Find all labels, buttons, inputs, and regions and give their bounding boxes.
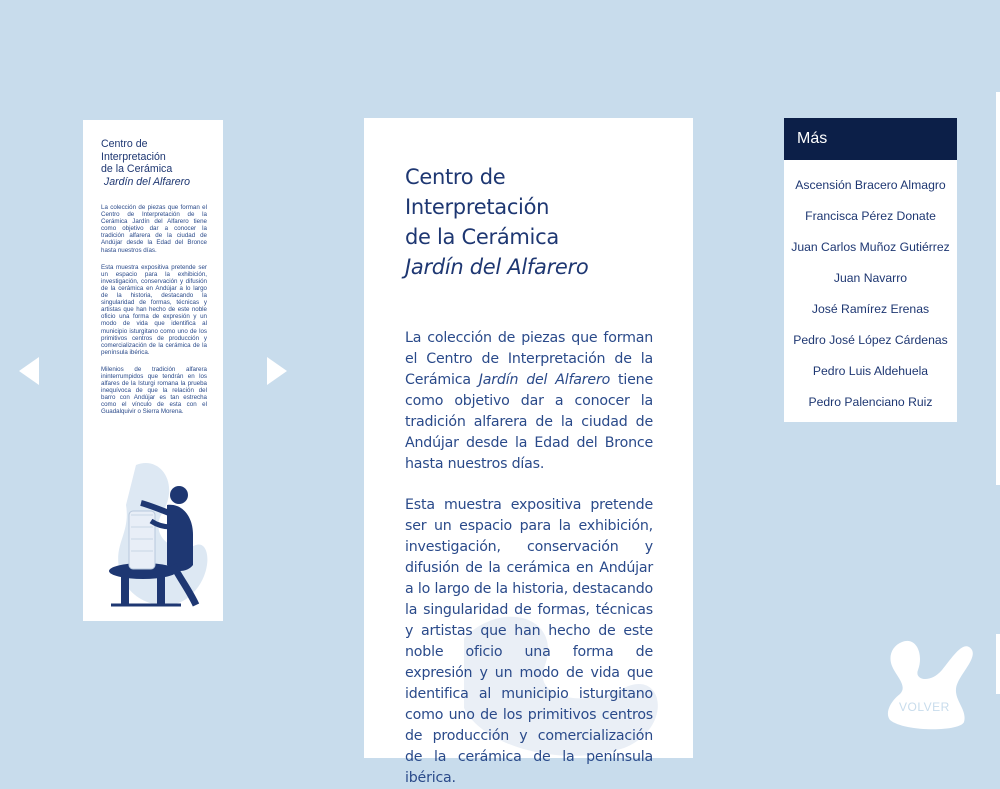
paragraph-text: tiene como objetivo dar a conocer la tradición alfarera de la ciudad de Andújar desde la Edad del Bronce hasta nuestros días.	[405, 372, 653, 472]
thumbnail-title-line2: de la Cerámica	[101, 163, 173, 175]
page-paragraph-2: Esta muestra expositiva pretende ser un espacio para la exhibición, investigación, conservación y difusión de la cerámica en Andújar a lo largo de la historia, destacando la singularidad de formas, técnicas y artistas que han hecho de este noble oficio una forma de expresión y un modo de vida que identifica al municipio isturgitano como uno de los primitivos centros de producción y comercialización de la cerámica de la península ibérica.	[405, 497, 653, 786]
more-list-item[interactable]: Pedro Palenciano Ruiz	[808, 395, 933, 409]
volver-label: VOLVER	[899, 700, 950, 714]
right-edge-strip	[996, 92, 1000, 485]
thumbnail-paragraph: La colección de piezas que forman el Centro de Interpretación de la Cerámica Jardín del Alfarero tiene como objetivo dar a conocer la tradición alfarera de la ciudad de Andújar desde la Edad del Bronce hasta nuestros días.	[101, 204, 207, 254]
page-title-line3: Jardín del Alfarero	[405, 255, 589, 279]
page-title-line1: Centro de Interpretación	[405, 165, 550, 219]
previous-page-arrow-icon[interactable]	[19, 357, 39, 385]
potter-illustration	[101, 455, 221, 615]
paragraph-italic-text: Jardín del Alfarero	[478, 372, 611, 388]
thumbnail-page[interactable]	[83, 120, 223, 621]
volver-logo-icon	[884, 636, 976, 732]
more-panel	[784, 118, 957, 422]
more-list	[784, 160, 957, 418]
right-edge-strip	[996, 634, 1000, 694]
more-list-item[interactable]: Juan Navarro	[833, 271, 908, 285]
page-title	[405, 162, 653, 282]
thumbnail-title-line3: Jardín del Alfarero	[103, 175, 191, 188]
thumbnail-title	[101, 138, 207, 188]
paragraph-text: La colección de piezas que forman el Centro de Interpretación de la Cerámica	[405, 330, 653, 388]
page-paragraph-1	[405, 328, 653, 475]
more-list-item[interactable]: Ascensión Bracero Almagro	[795, 178, 946, 192]
more-list-item[interactable]: Pedro Luis Aldehuela	[812, 364, 929, 378]
thumbnail-paragraph: Milenios de tradición alfarera ininterrumpidos que tendrán en los alfares de la Isturgi romana la prueba inequívoca de que la relación del barro con Andújar es tan estrecha como el vínculo de esta con el Guadalquivir o Sierra Morena.	[101, 365, 207, 416]
more-panel-header: Más	[784, 118, 957, 160]
more-list-item[interactable]: Pedro José López Cárdenas	[793, 333, 948, 347]
more-list-item[interactable]: Juan Carlos Muñoz Gutiérrez	[791, 240, 950, 254]
thumbnail-title-line1: Centro de Interpretación	[101, 138, 166, 163]
thumbnail-paragraph: Esta muestra expositiva pretende ser un espacio para la exhibición, investigación, conservación y difusión de la cerámica en Andújar a lo largo de la historia, destacando la singularidad de formas, técnicas y artistas que han hecho de este noble oficio una forma de expresión y un modo de vida que identifica al municipio isturgitano como uno de los primitivos centros de producción y comercialización de la cerámica de la península ibérica.	[101, 263, 207, 356]
more-list-item[interactable]: Francisca Pérez Donate	[805, 209, 936, 223]
next-page-arrow-icon[interactable]	[267, 357, 287, 385]
main-page	[364, 118, 693, 786]
more-list-item[interactable]: José Ramírez Erenas	[811, 302, 930, 316]
volver-button[interactable]	[884, 636, 976, 732]
page-title-line2: de la Cerámica	[405, 225, 559, 249]
